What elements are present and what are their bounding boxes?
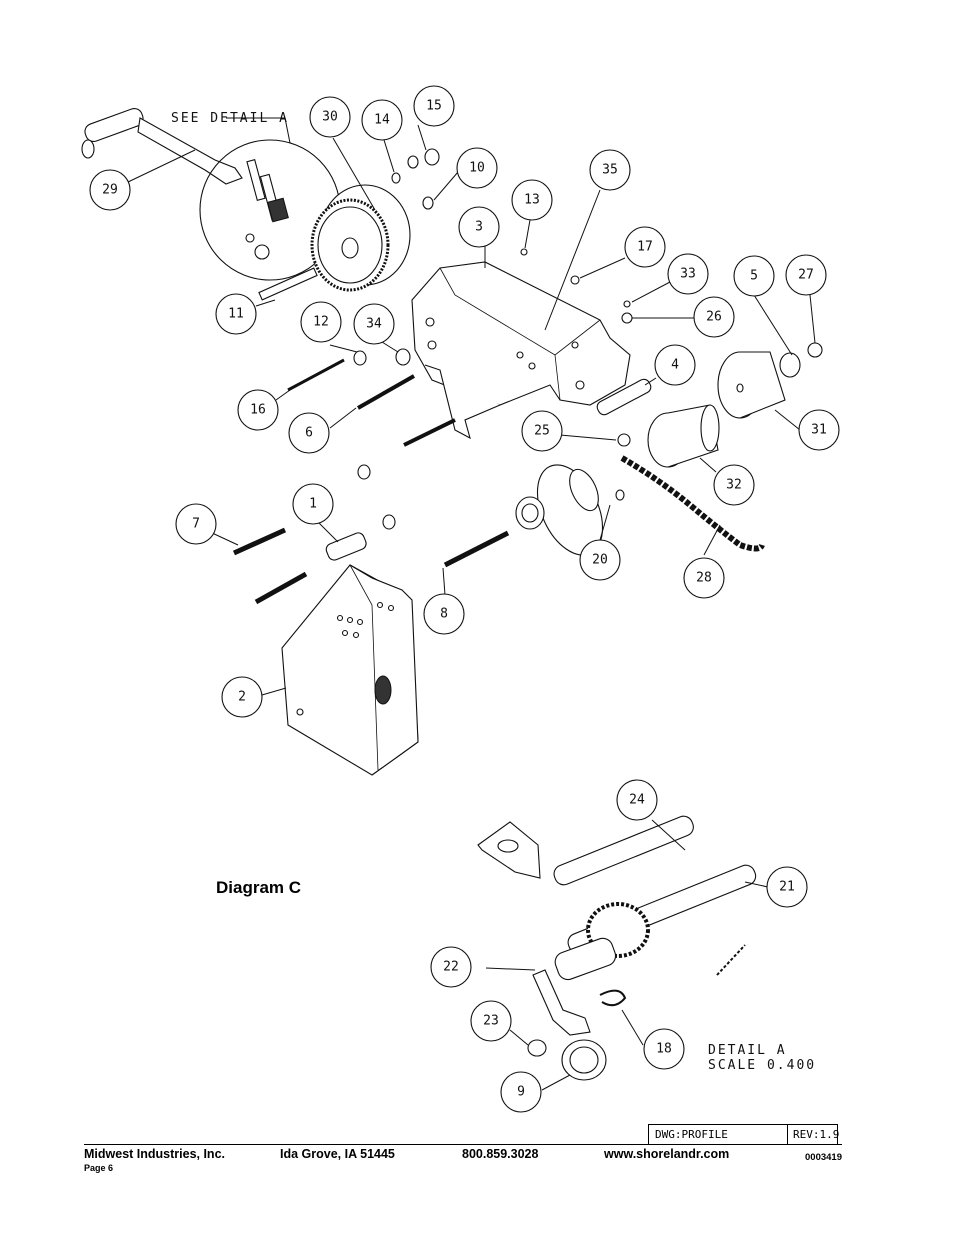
shaft-11-part	[259, 268, 317, 300]
document-number: 0003419	[805, 1152, 842, 1163]
callout-4	[655, 345, 695, 385]
svg-text:1: 1	[309, 496, 317, 512]
svg-text:14: 14	[374, 112, 390, 128]
detail-a-label: DETAIL A	[708, 1043, 787, 1058]
callout-29	[90, 170, 130, 210]
callout-10	[457, 148, 497, 188]
svg-text:26: 26	[706, 309, 722, 325]
footer-company: Midwest Industries, Inc.	[84, 1147, 225, 1161]
svg-text:29: 29	[102, 182, 118, 198]
callout-5	[734, 256, 774, 296]
svg-text:15: 15	[426, 98, 442, 114]
nut-25-part	[618, 434, 630, 446]
svg-text:6: 6	[305, 425, 313, 441]
footer-phone: 800.859.3028	[462, 1147, 539, 1161]
svg-text:27: 27	[798, 267, 814, 283]
svg-text:30: 30	[322, 109, 338, 125]
svg-text:2: 2	[238, 689, 246, 705]
svg-text:16: 16	[250, 402, 266, 418]
callout-26	[694, 297, 734, 337]
svg-text:3: 3	[475, 219, 483, 235]
callout-31	[799, 410, 839, 450]
svg-text:12: 12	[313, 314, 329, 330]
svg-text:11: 11	[228, 306, 244, 322]
callout-30	[310, 97, 350, 137]
detail-a-scale: SCALE 0.400	[708, 1058, 817, 1073]
callout-14	[362, 100, 402, 140]
roller-31-part	[718, 352, 785, 418]
callout-34	[354, 304, 394, 344]
callout-20	[580, 540, 620, 580]
page-number: Page 6	[84, 1163, 114, 1173]
callout-22	[431, 947, 471, 987]
svg-text:5: 5	[750, 268, 758, 284]
svg-text:17: 17	[637, 239, 653, 255]
title-block	[648, 1124, 838, 1145]
see-detail-a-text: SEE DETAIL A	[171, 111, 289, 126]
svg-text:13: 13	[524, 192, 540, 208]
svg-text:32: 32	[726, 477, 742, 493]
svg-text:24: 24	[629, 792, 645, 808]
callout-12	[301, 302, 341, 342]
svg-text:9: 9	[517, 1084, 525, 1100]
svg-text:34: 34	[366, 316, 382, 332]
spacer-1-part	[324, 531, 367, 562]
svg-text:8: 8	[440, 606, 448, 622]
svg-text:31: 31	[811, 422, 827, 438]
svg-text:22: 22	[443, 959, 459, 975]
callout-32	[714, 465, 754, 505]
footer-divider	[84, 1144, 842, 1145]
svg-text:10: 10	[469, 160, 485, 176]
callout-9	[501, 1072, 541, 1112]
svg-text:21: 21	[779, 879, 795, 895]
detail-a-assembly	[478, 814, 758, 1080]
svg-text:33: 33	[680, 266, 696, 282]
svg-text:7: 7	[192, 516, 200, 532]
callout-3	[459, 207, 499, 247]
svg-text:25: 25	[534, 423, 550, 439]
svg-text:18: 18	[656, 1041, 672, 1057]
callout-7	[176, 504, 216, 544]
callout-8	[424, 594, 464, 634]
callout-33	[668, 254, 708, 294]
dwg-profile-label: DWG:PROFILE	[655, 1128, 728, 1141]
nut-5-part	[780, 353, 800, 377]
svg-text:35: 35	[602, 162, 618, 178]
callout-11	[216, 294, 256, 334]
winch-frame-part	[412, 262, 630, 438]
callout-16	[238, 390, 278, 430]
callout-17	[625, 227, 665, 267]
svg-text:20: 20	[592, 552, 608, 568]
nut-27-part	[808, 343, 822, 357]
diagram-title: Diagram C	[216, 878, 302, 897]
callout-15	[414, 86, 454, 126]
revision-label: REV:1.9	[793, 1128, 840, 1141]
footer-website: www.shorelandr.com	[604, 1147, 730, 1161]
callout-1	[293, 484, 333, 524]
callout-27	[786, 255, 826, 295]
callout-21	[767, 867, 807, 907]
callout-25	[522, 411, 562, 451]
drive-gear-part	[312, 185, 410, 290]
callout-6	[289, 413, 329, 453]
callout-13	[512, 180, 552, 220]
callout-28	[684, 558, 724, 598]
callout-2	[222, 677, 262, 717]
callout-23	[471, 1001, 511, 1041]
callout-18	[644, 1029, 684, 1069]
footer-location: Ida Grove, IA 51445	[280, 1147, 395, 1161]
svg-text:23: 23	[483, 1013, 499, 1029]
callout-35	[590, 150, 630, 190]
svg-text:4: 4	[671, 357, 679, 373]
roller-32-part	[648, 405, 719, 467]
side-plate-part	[282, 565, 418, 775]
svg-text:28: 28	[696, 570, 712, 586]
callout-24	[617, 780, 657, 820]
